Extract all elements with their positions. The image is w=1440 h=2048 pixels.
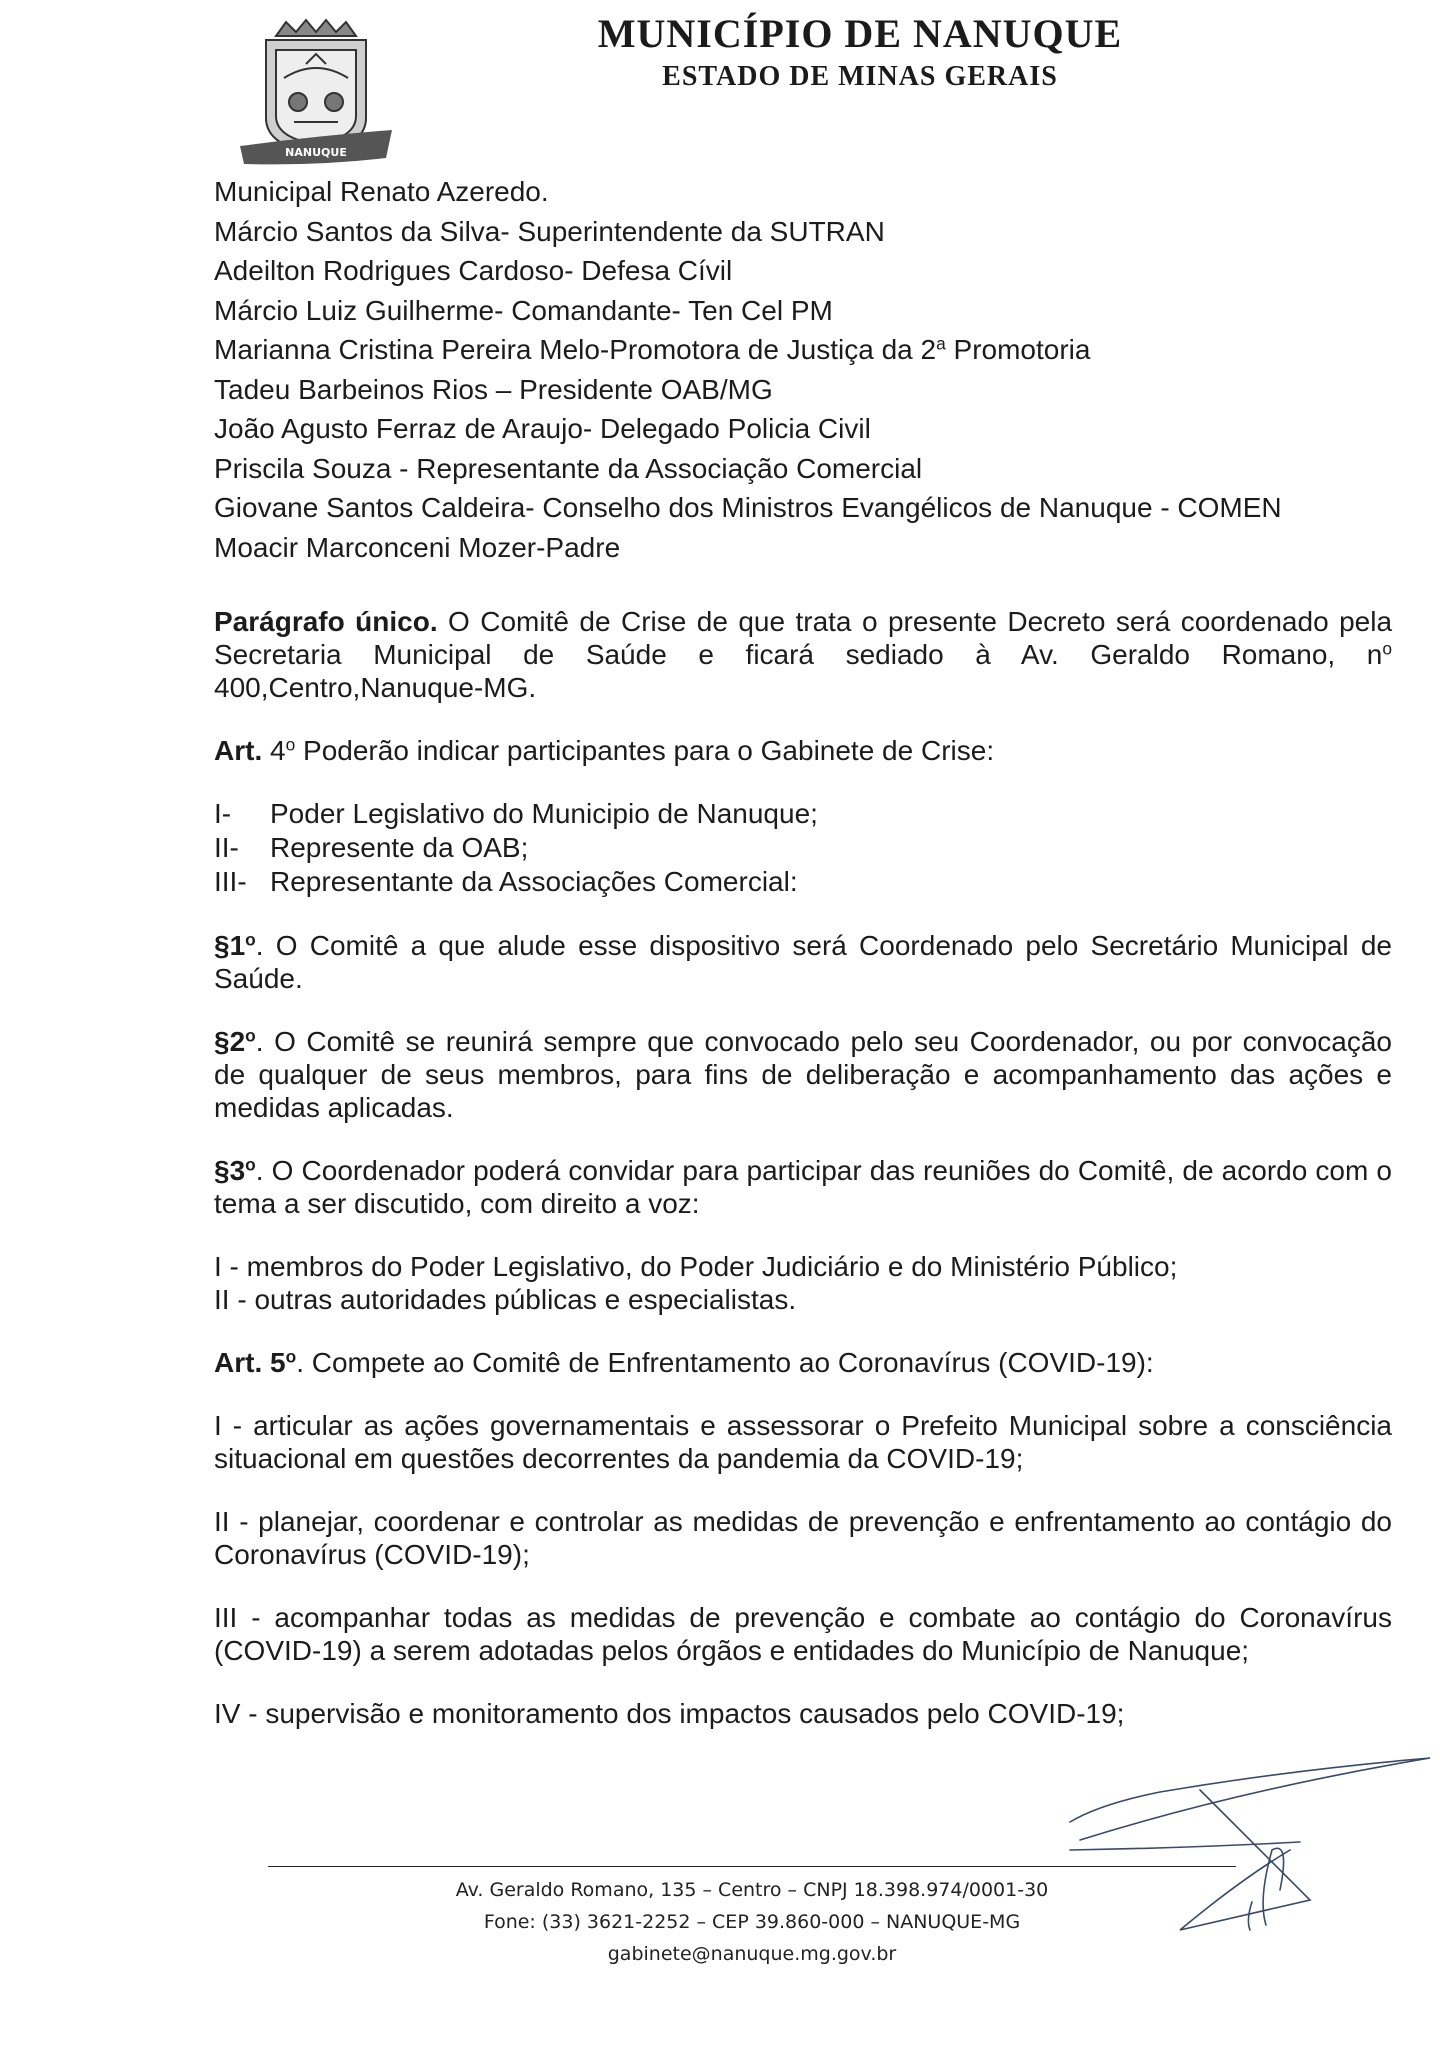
municipal-crest-logo [236, 18, 396, 168]
article-4-heading: Art. 4$^o$ Poderão indicar participantes para o Gabinete de Crise: [214, 734, 995, 766]
list-item: II - planejar, coordenar e controlar as medidas de prevenção e enfrentamento ao contágio do Coronavírus (COVID-19); [214, 1506, 1392, 1570]
member-line: Marianna Cristina Pereira Melo-Promotora de Justiça da 2$^a$ Promotoria [214, 333, 1091, 365]
list-item: I - articular as ações governamentais e assessorar o Prefeito Municipal sobre a consciência situacional em questões decorrentes da pandemia da COVID-19; [214, 1410, 1392, 1474]
member-line: Márcio Santos da Silva- Superintendente da SUTRAN [214, 215, 885, 247]
footer [268, 1874, 1236, 1970]
article-5-heading: Art. 5$^o$. Compete ao Comitê de Enfrentamento ao Coronavírus (COVID-19): [214, 1346, 1154, 1378]
member-line: Municipal Renato Azeredo. [214, 176, 549, 207]
member-line: João Agusto Ferraz de Araujo- Delegado Policia Civil [214, 413, 871, 444]
member-line: Priscila Souza - Representante da Associação Comercial [214, 452, 923, 484]
list-item: II - outras autoridades públicas e especialistas. [214, 1284, 797, 1315]
list-item: IV - supervisão e monitoramento dos impactos causados pelo COVID-19; [214, 1698, 1125, 1729]
list-item: I - membros do Poder Legislativo, do Poder Judiciário e do Ministério Público; [214, 1251, 1178, 1282]
municipality-title: MUNICÍPIO DE NANUQUE [597, 11, 1123, 56]
member-line: Tadeu Barbeinos Rios – Presidente OAB/MG [214, 373, 773, 405]
paragrafo-unico: Parágrafo único. O Comitê de Crise de que trata o presente Decreto será coordenado pela Secretaria Municipal de Saúde e ficará sediado à Av. Geraldo Romano, $n^o$ 400,Centro,Nanuque-MG. [214, 606, 1393, 703]
member-line: Adeilton Rodrigues Cardoso- Defesa Cívil [214, 255, 733, 286]
member-line: Márcio Luiz Guilherme- Comandante- Ten Cel PM [214, 294, 833, 326]
article-4-items [214, 797, 1392, 899]
paragraph-3-items [214, 1250, 1392, 1316]
list-item: III - acompanhar todas as medidas de prevenção e combate ao contágio do Coronavírus (COVID-19) a serem adotadas pelos órgãos e entidades do Município de Nanuque; [214, 1602, 1392, 1666]
footer-phone: Fone: (33) 3621-2252 – CEP 39.860-000 – NANUQUE-MG [483, 1911, 1021, 1933]
svg-text:NANUQUE: NANUQUE [285, 146, 347, 159]
paragraph-3: §3$^o$. O Coordenador poderá convidar para participar das reuniões do Comitê, de acordo com o tema a ser discutido, com direito a voz: [214, 1154, 1392, 1219]
letterhead [560, 10, 1160, 93]
document-body [214, 172, 1392, 1730]
member-line: Giovane Santos Caldeira- Conselho dos Ministros Evangélicos de Nanuque - COMEN [214, 492, 1282, 523]
footer-email: gabinete@nanuque.mg.gov.br [607, 1943, 897, 1965]
paragraph-1: §1$^o$. O Comitê a que alude esse dispositivo será Coordenado pelo Secretário Municipal de Saúde. [214, 929, 1392, 994]
committee-members-list [214, 172, 1392, 567]
member-line: Moacir Marconceni Mozer-Padre [214, 531, 621, 563]
list-item: II- Represente da OAB; [214, 832, 529, 863]
paragraph-2: §2$^o$. O Comitê se reunirá sempre que convocado pelo seu Coordenador, ou por convocação de qualquer de seus membros, para fins de deliberação e acompanhamento das ações e medidas aplicadas. [214, 1025, 1392, 1123]
state-subtitle: ESTADO DE MINAS GERAIS [662, 61, 1058, 92]
footer-address: Av. Geraldo Romano, 135 – Centro – CNPJ 18.398.974/0001-30 [455, 1879, 1049, 1901]
list-item: III- Representante da Associações Comercial: [214, 866, 798, 897]
footer-divider [268, 1866, 1236, 1867]
list-item: I- Poder Legislativo do Municipio de Nanuque; [214, 798, 818, 829]
